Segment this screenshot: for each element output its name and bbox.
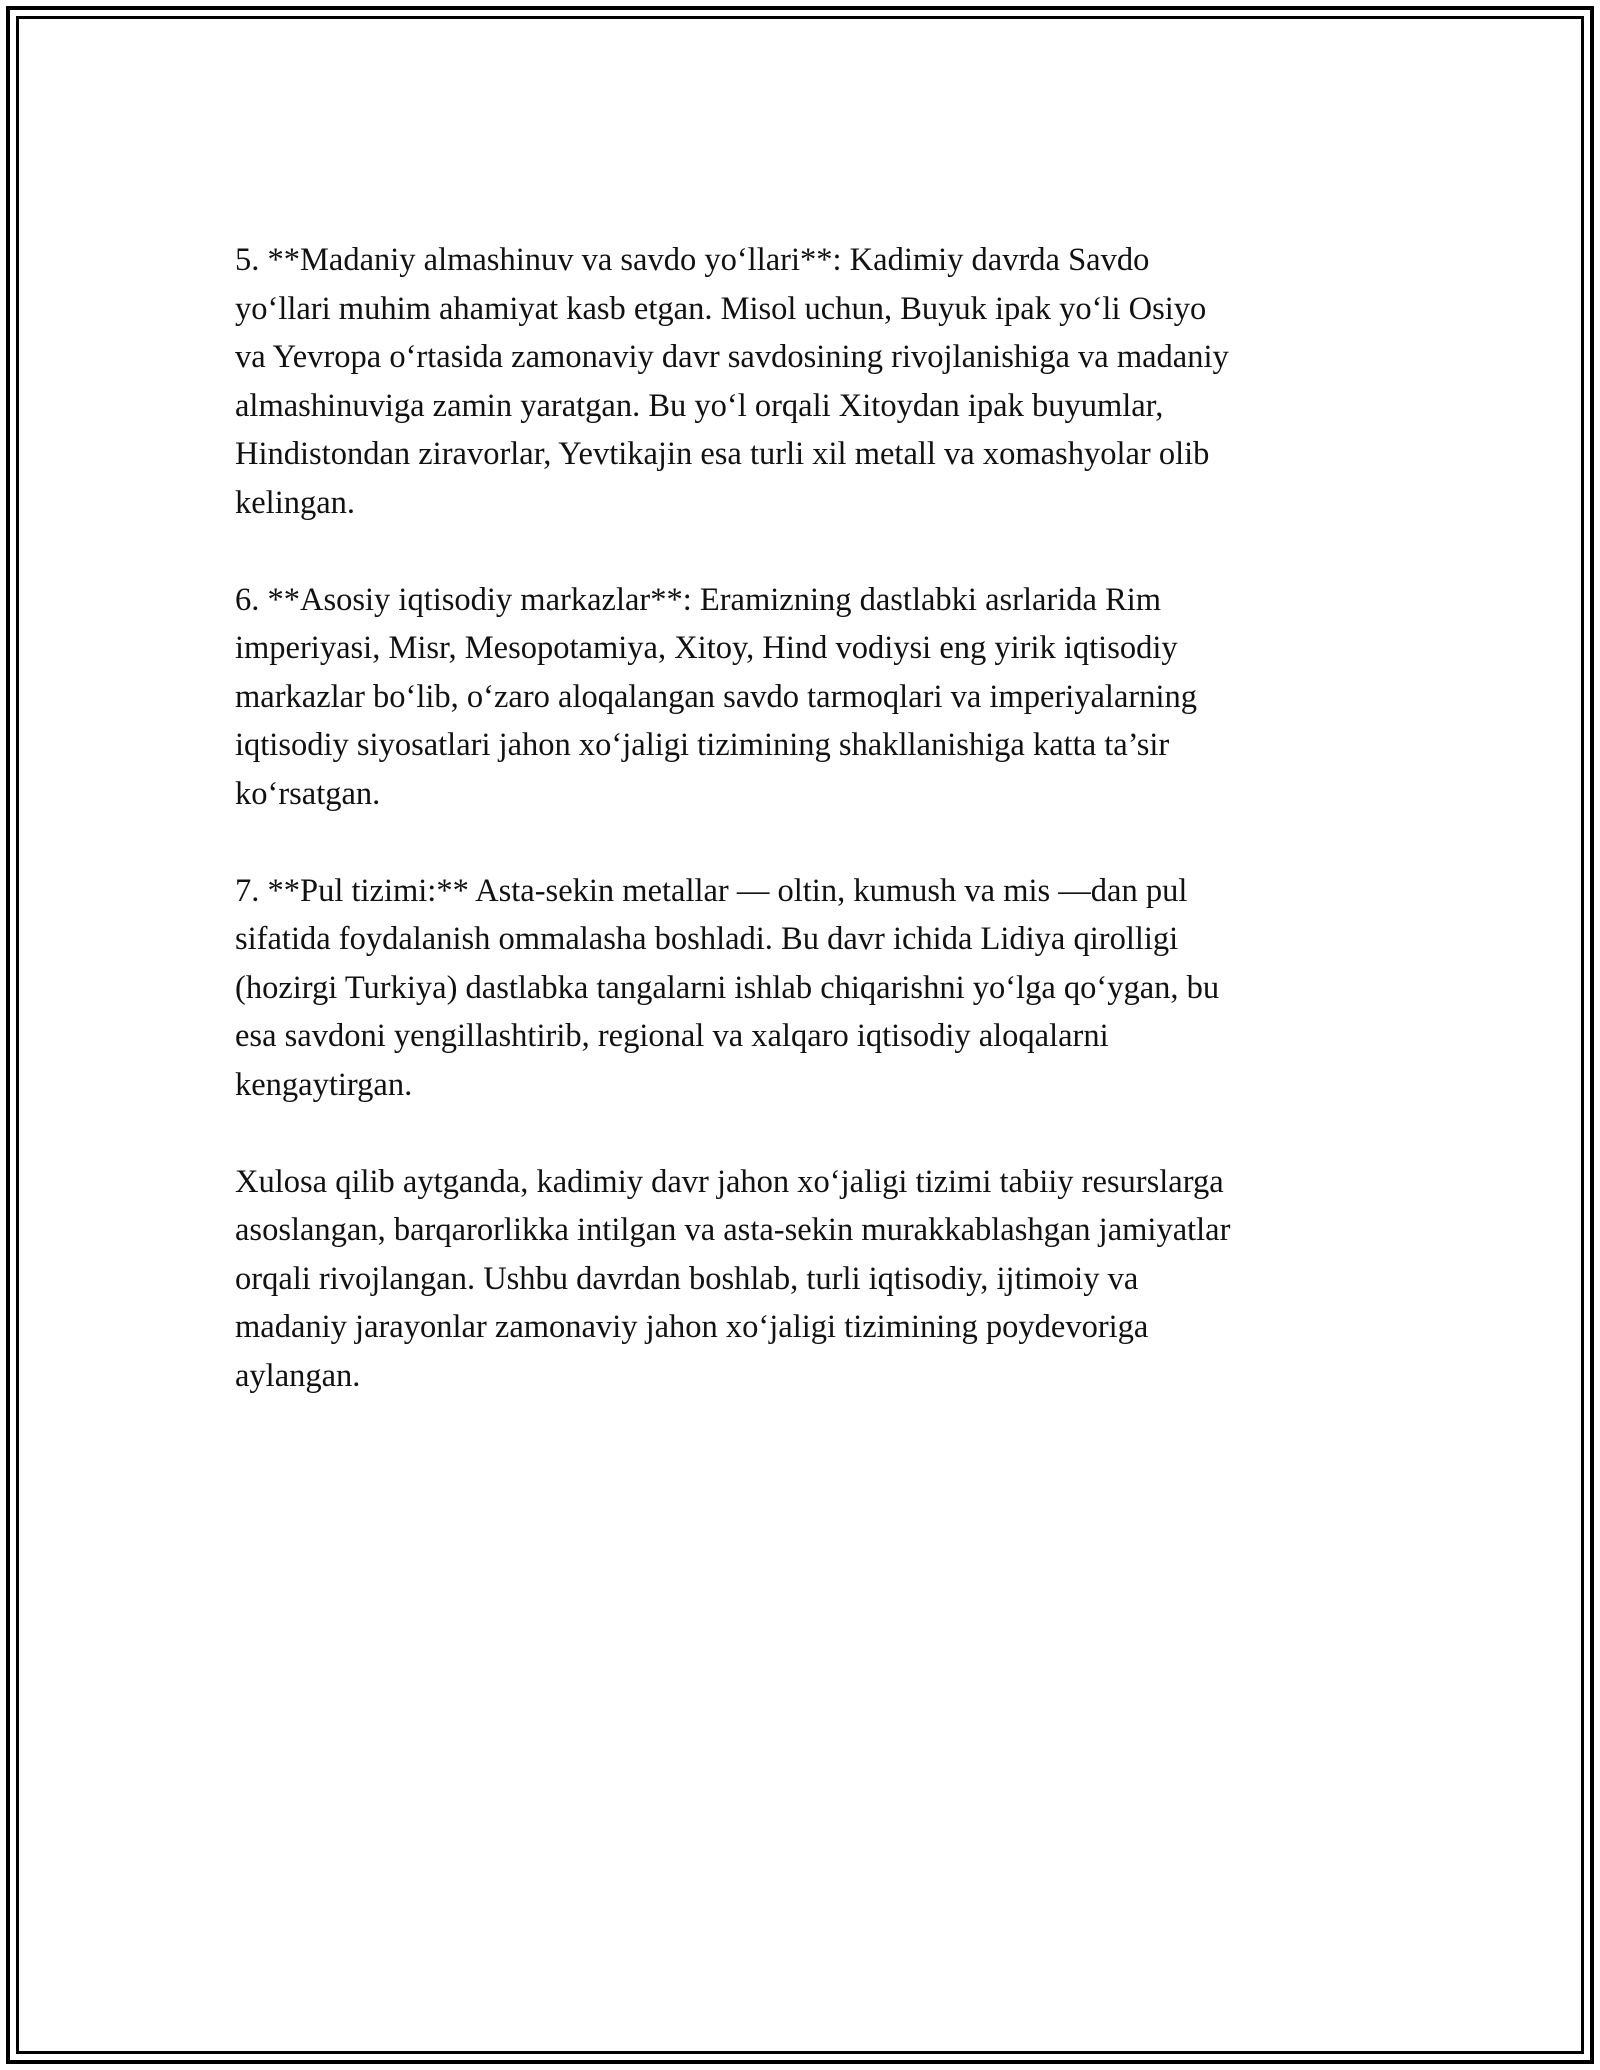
document-body bbox=[235, 236, 1375, 1449]
paragraph-trade-routes: 5. **Madaniy almashinuv va savdo yo‘llari**: Kadimiy davrda Savdo yo‘llari muhim ahamiyat kasb etgan. Misol uchun, Buyuk ipak yo‘li Osiyo va Yevropa o‘rtasida zamonaviy davr savdosining rivojlanishiga va madaniy almashinuviga zamin yaratgan. Bu yo‘l orqali Xitoydan ipak buyumlar, Hindistondan ziravorlar, Yevtikajin esa turli xil metall va xomashyolar olib kelingan. bbox=[235, 242, 1229, 521]
paragraph-conclusion: Xulosa qilib aytganda, kadimiy davr jahon xo‘jaligi tizimi tabiiy resurslarga asoslangan, barqarorlikka intilgan va asta-sekin murakkablashgan jamiyatlar orqali rivojlangan. Ushbu davrdan boshlab, turli iqtisodiy, ijtimoiy va madaniy jarayonlar zamonaviy jahon xo‘jaligi tizimining poydevoriga aylangan. bbox=[235, 1163, 1231, 1394]
paragraph-money-system: 7. **Pul tizimi:** Asta-sekin metallar — oltin, kumush va mis —dan pul sifatida foydalanish ommalasha boshladi. Bu davr ichida Lidiya qirolligi (hozirgi Turkiya) dastlabka tangalarni ishlab chiqarishni yo‘lga qo‘ygan, bu esa savdoni yengillashtirib, regional va xalqaro iqtisodiy aloqalarni kengaytirgan. bbox=[235, 872, 1220, 1103]
paragraph-economic-centers: 6. **Asosiy iqtisodiy markazlar**: Eramizning dastlabki asrlarida Rim imperiyasi, Misr, Mesopotamiya, Xitoy, Hind vodiysi eng yirik iqtisodiy markazlar bo‘lib, o‘zaro aloqalangan savdo tarmoqlari va imperiyalarning iqtisodiy siyosatlari jahon xo‘jaligi tizimining shakllanishiga katta ta’sir ko‘rsatgan. bbox=[235, 581, 1197, 812]
